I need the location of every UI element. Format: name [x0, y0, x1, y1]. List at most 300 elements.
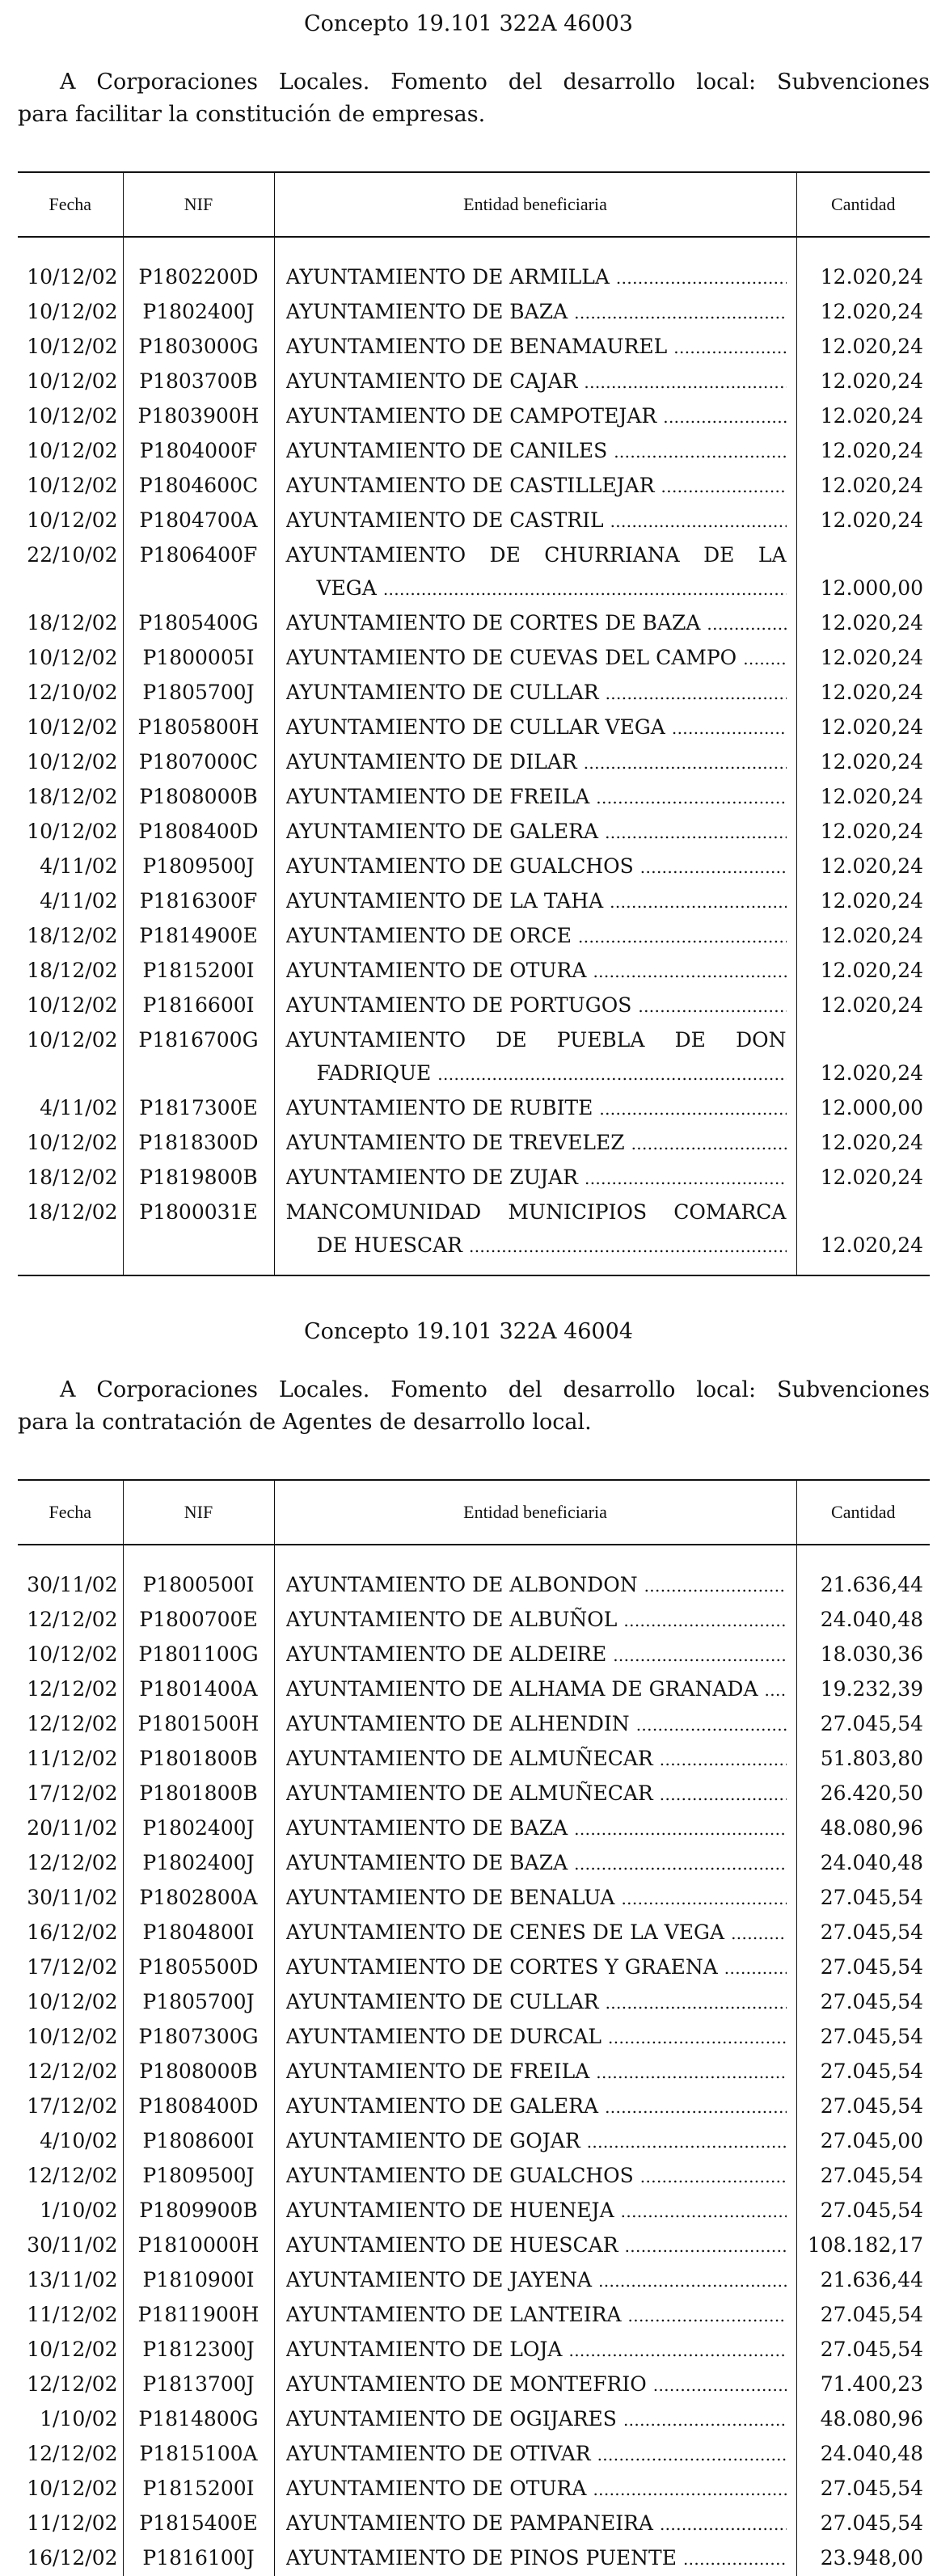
cell-entidad: [274, 2472, 796, 2506]
entity-name: AYUNTAMIENTO DE JAYENA: [285, 2268, 593, 2291]
table-row: [18, 2333, 930, 2367]
amount-spacer: [797, 1195, 924, 1229]
cell-nif: P1814800G: [123, 2402, 274, 2437]
entity-line: [286, 815, 787, 850]
cell-fecha: 10/12/02: [27, 1131, 118, 1154]
cell-nif: P1802400J: [123, 1846, 274, 1881]
entity-line: [286, 954, 787, 989]
cell-entidad: [274, 1195, 796, 1275]
table-row: [18, 850, 930, 884]
table-row: [18, 780, 930, 815]
table-row: [18, 2472, 930, 2506]
entity-line: [286, 606, 787, 641]
dot-leader: [585, 1161, 787, 1195]
cell-entidad: [274, 295, 796, 330]
cell-cantidad: 12.020,24: [796, 260, 930, 295]
cell-fecha: 10/12/02: [27, 1990, 118, 2013]
table-row: [18, 1568, 930, 1603]
table-row: [18, 2437, 930, 2472]
cell-cantidad: 12.020,24: [796, 641, 930, 676]
cell-entidad: [274, 2333, 796, 2367]
dot-leader: [660, 1742, 787, 1777]
cell-nif: P1810900I: [123, 2263, 274, 2298]
cell-entidad: [274, 1638, 796, 1672]
entity-line: [286, 2402, 787, 2437]
cell-entidad: [274, 1023, 796, 1091]
table-row: [18, 2367, 930, 2402]
spacer-cell: [123, 237, 274, 260]
entity-line: [286, 780, 787, 815]
cell-nif: P1803700B: [123, 365, 274, 399]
cell-fecha: 17/12/02: [27, 1955, 118, 1979]
dot-leader: [623, 2402, 787, 2437]
dot-leader: [638, 989, 786, 1023]
entity-name: AYUNTAMIENTO DE BAZA: [285, 1816, 568, 1840]
cell-nif: P1817300E: [123, 1091, 274, 1126]
cell-nif: P1809900B: [123, 2194, 274, 2228]
entity-name: AYUNTAMIENTO DE CAJAR: [285, 369, 578, 393]
cell-cantidad: 48.080,96: [796, 2402, 930, 2437]
cell-entidad: [274, 434, 796, 469]
entity-line: [286, 2124, 787, 2159]
cell-nif: P1815100A: [123, 2437, 274, 2472]
cell-entidad: [274, 745, 796, 780]
cell-cantidad: 27.045,54: [796, 2055, 930, 2089]
cell-entidad: [274, 260, 796, 295]
entity-name: AYUNTAMIENTO DE ALHENDIN: [285, 1712, 630, 1735]
dot-leader: [584, 365, 786, 399]
entity-line: [286, 1672, 787, 1707]
entity-name: AYUNTAMIENTO DE PINOS PUENTE: [285, 2546, 677, 2570]
entity-name: AYUNTAMIENTO DE CORTES DE BAZA: [285, 611, 701, 635]
cell-entidad: [274, 1811, 796, 1846]
entity-name: AYUNTAMIENTO DE BENAMAUREL: [285, 335, 668, 358]
cell-cantidad: 27.045,54: [796, 2506, 930, 2541]
entity-name: AYUNTAMIENTO DE PORTUGOS: [285, 993, 632, 1017]
cell-cantidad: 12.020,24: [796, 745, 930, 780]
dot-leader: [707, 606, 786, 641]
beneficiaries-table-1: [18, 171, 930, 1276]
cell-cantidad: 12.000,00: [796, 1091, 930, 1126]
cell-entidad: [274, 2194, 796, 2228]
cell-nif: P1816100J: [123, 2541, 274, 2576]
cell-nif: P1813700J: [123, 2367, 274, 2402]
table-row: [18, 1023, 930, 1091]
dot-leader: [743, 641, 786, 676]
entity-name: AYUNTAMIENTO DE CULLAR VEGA: [285, 715, 665, 739]
entity-line: [286, 295, 787, 330]
cell-entidad: [274, 1091, 796, 1126]
entity-name: AYUNTAMIENTO DE OGIJARES: [285, 2407, 617, 2431]
dot-leader: [596, 2055, 786, 2089]
dot-leader: [574, 1811, 786, 1846]
entity-line: [286, 2298, 787, 2333]
cell-entidad: [274, 2089, 796, 2124]
concept-heading-2: Concepto 19.101 322A 46004: [304, 1319, 633, 1344]
cell-fecha: 12/12/02: [27, 2442, 118, 2465]
cell-nif: P1819800B: [123, 1161, 274, 1195]
cell-nif: P1802200D: [123, 260, 274, 295]
cell-nif: P1815200I: [123, 2472, 274, 2506]
header-nif: NIF: [123, 1480, 274, 1545]
cell-entidad: [274, 1985, 796, 2020]
entity-name: AYUNTAMIENTO DE CUEVAS DEL CAMPO: [285, 646, 737, 669]
table-row: [18, 815, 930, 850]
entity-name: AYUNTAMIENTO DE ALHAMA DE GRANADA: [285, 1677, 758, 1701]
spacer-cell: [274, 237, 796, 260]
cell-fecha: 10/12/02: [27, 2477, 118, 2500]
dot-leader: [623, 1603, 786, 1638]
cell-cantidad: 12.020,24: [796, 399, 930, 434]
cell-nif: P1816700G: [123, 1023, 274, 1091]
cell-cantidad: 12.020,24: [796, 919, 930, 954]
cell-cantidad: 23.948,00: [796, 2541, 930, 2576]
cell-fecha: 4/11/02: [40, 889, 118, 913]
cell-fecha: 12/12/02: [27, 1712, 118, 1735]
dot-leader: [469, 1229, 787, 1263]
entity-name: AYUNTAMIENTO DE CORTES Y GRAENA: [285, 1955, 718, 1979]
cell-entidad: [274, 2541, 796, 2576]
cell-nif: P1805400G: [123, 606, 274, 641]
cell-cantidad: 12.020,24: [796, 884, 930, 919]
cell-fecha: 10/12/02: [27, 2025, 118, 2048]
cell-entidad: [274, 884, 796, 919]
cell-fecha: 12/12/02: [27, 1677, 118, 1701]
cell-cantidad: 71.400,23: [796, 2367, 930, 2402]
entity-line: [286, 2437, 787, 2472]
cell-nif: P1810000H: [123, 2228, 274, 2263]
spacer-cell: [18, 1545, 123, 1568]
cell-fecha: 16/12/02: [27, 2546, 118, 2570]
cell-fecha: 4/10/02: [40, 2129, 118, 2152]
entity-line: [286, 2228, 787, 2263]
entity-name: AYUNTAMIENTO DE ZUJAR: [285, 1166, 578, 1189]
entity-line: [286, 1126, 787, 1161]
cell-cantidad: 27.045,54: [796, 2194, 930, 2228]
dot-leader: [636, 1707, 787, 1742]
cell-fecha: 16/12/02: [27, 1920, 118, 1944]
cell-cantidad: 21.636,44: [796, 1568, 930, 1603]
entity-name: AYUNTAMIENTO DE LOJA: [285, 2338, 563, 2361]
cell-fecha: 1/10/02: [40, 2407, 118, 2431]
cell-nif: P1809500J: [123, 850, 274, 884]
cell-entidad: [274, 1568, 796, 1603]
table-row: [18, 1846, 930, 1881]
cell-nif: P1808400D: [123, 815, 274, 850]
cell-cantidad: 27.045,54: [796, 1707, 930, 1742]
entity-name: AYUNTAMIENTO DE CULLAR: [285, 1990, 599, 2013]
cell-fecha: 4/11/02: [40, 1096, 118, 1119]
amount: 12.020,24: [820, 1233, 923, 1257]
dot-leader: [578, 919, 786, 954]
cell-cantidad: 24.040,48: [796, 2437, 930, 2472]
dot-leader: [614, 434, 786, 469]
cell-cantidad: 12.020,24: [796, 989, 930, 1023]
cell-entidad: [274, 1672, 796, 1707]
cell-fecha: 12/12/02: [27, 2060, 118, 2083]
dot-leader: [660, 1777, 787, 1811]
cell-cantidad: 12.020,24: [796, 504, 930, 538]
entity-line: [286, 1638, 787, 1672]
entity-line: [286, 2506, 787, 2541]
cell-cantidad: 21.636,44: [796, 2263, 930, 2298]
entity-name: AYUNTAMIENTO DE ARMILLA: [285, 265, 610, 289]
dot-leader: [661, 469, 787, 504]
dot-leader: [621, 1881, 786, 1916]
cell-nif: P1809500J: [123, 2159, 274, 2194]
entity-line: [286, 1742, 787, 1777]
cell-entidad: [274, 919, 796, 954]
cell-cantidad: 27.045,54: [796, 1950, 930, 1985]
entity-name: AYUNTAMIENTO DE OTIVAR: [285, 2442, 591, 2465]
cell-nif: P1803900H: [123, 399, 274, 434]
cell-nif: P1800005I: [123, 641, 274, 676]
cell-nif: P1806400F: [123, 538, 274, 606]
entity-line: [286, 641, 787, 676]
cell-cantidad: 48.080,96: [796, 1811, 930, 1846]
table-row: [18, 295, 930, 330]
table-row: [18, 260, 930, 295]
cell-fecha: 13/11/02: [27, 2268, 118, 2291]
table-row: [18, 989, 930, 1023]
dot-leader: [598, 2263, 786, 2298]
table-row: [18, 884, 930, 919]
table-row: [18, 2055, 930, 2089]
cell-nif: P1808000B: [123, 780, 274, 815]
entity-name: AYUNTAMIENTO DE ALBONDON: [285, 1573, 638, 1596]
dot-leader: [574, 1846, 786, 1881]
cell-nif: P1807000C: [123, 745, 274, 780]
table-row: [18, 504, 930, 538]
cell-cantidad: 27.045,54: [796, 1881, 930, 1916]
entity-name: AYUNTAMIENTO DE PAMPANEIRA: [285, 2511, 653, 2535]
cell-entidad: [274, 2263, 796, 2298]
amount: 12.020,24: [820, 1061, 923, 1085]
entity-line: [286, 1056, 787, 1091]
entity-line: [286, 504, 787, 538]
cell-entidad: [274, 2159, 796, 2194]
entity-line: [286, 1846, 787, 1881]
cell-cantidad: 27.045,54: [796, 2089, 930, 2124]
cell-entidad: [274, 850, 796, 884]
cell-fecha: 10/12/02: [27, 404, 118, 428]
dot-leader: [625, 2228, 787, 2263]
cell-nif: P1805800H: [123, 710, 274, 745]
header-entidad: Entidad beneficiaria: [274, 172, 796, 237]
entity-line: [286, 2472, 787, 2506]
dot-leader: [605, 815, 786, 850]
table-row: [18, 2159, 930, 2194]
dot-leader: [613, 1638, 786, 1672]
cell-cantidad: 24.040,48: [796, 1846, 930, 1881]
dot-leader: [616, 260, 787, 295]
table-row: [18, 1195, 930, 1275]
entity-name: AYUNTAMIENTO DE ORCE: [285, 924, 572, 947]
cell-cantidad: 18.030,36: [796, 1638, 930, 1672]
table-row: [18, 330, 930, 365]
cell-cantidad: [796, 1023, 930, 1091]
dot-leader: [608, 2020, 786, 2055]
entity-line: [286, 1707, 787, 1742]
cell-nif: P1801400A: [123, 1672, 274, 1707]
entity-line: [286, 2159, 787, 2194]
entity-name: AYUNTAMIENTO DE DURCAL: [285, 2025, 602, 2048]
cell-fecha: 10/12/02: [27, 335, 118, 358]
cell-entidad: [274, 1603, 796, 1638]
cell-cantidad: 51.803,80: [796, 1742, 930, 1777]
header-fecha: Fecha: [18, 172, 123, 237]
entity-line: [286, 1091, 787, 1126]
entity-line: [286, 745, 787, 780]
entity-line: [286, 1811, 787, 1846]
cell-nif: P1804700A: [123, 504, 274, 538]
dot-leader: [610, 504, 787, 538]
dot-leader: [628, 2298, 787, 2333]
entity-line: [286, 1229, 787, 1263]
cell-entidad: [274, 641, 796, 676]
cell-entidad: [274, 2020, 796, 2055]
cell-entidad: [274, 538, 796, 606]
cell-nif: P1802800A: [123, 1881, 274, 1916]
cell-fecha: 11/12/02: [27, 2303, 118, 2326]
entity-name: AYUNTAMIENTO DE FREILA: [285, 2060, 590, 2083]
cell-cantidad: 27.045,54: [796, 2020, 930, 2055]
description-line: A Corporaciones Locales. Fomento del desarrollo local: Subvenciones: [60, 70, 930, 95]
table-row: [18, 2298, 930, 2333]
table-row: [18, 710, 930, 745]
table-row: [18, 954, 930, 989]
cell-entidad: [274, 2228, 796, 2263]
cell-entidad: [274, 469, 796, 504]
cell-entidad: [274, 954, 796, 989]
entity-line: [286, 884, 787, 919]
dot-leader: [621, 2194, 787, 2228]
cell-cantidad: 12.020,24: [796, 676, 930, 710]
table-row: [18, 399, 930, 434]
description-line: para facilitar la constitución de empresas.: [18, 102, 486, 127]
table-row: [18, 434, 930, 469]
cell-fecha: 20/11/02: [27, 1816, 118, 1840]
cell-fecha: 11/12/02: [27, 2511, 118, 2535]
entity-line: [286, 2541, 787, 2576]
entity-line: [286, 1568, 787, 1603]
cell-entidad: [274, 1881, 796, 1916]
cell-fecha: 18/12/02: [27, 1166, 118, 1189]
cell-nif: P1801800B: [123, 1777, 274, 1811]
cell-nif: P1805700J: [123, 676, 274, 710]
table-row: [18, 676, 930, 710]
table-row: [18, 2541, 930, 2576]
cell-fecha: 10/12/02: [27, 508, 118, 532]
cell-entidad: [274, 2367, 796, 2402]
cell-entidad: [274, 2055, 796, 2089]
cell-fecha: 30/11/02: [27, 1573, 118, 1596]
cell-entidad: [274, 2402, 796, 2437]
cell-entidad: [274, 1161, 796, 1195]
entity-line: [286, 571, 787, 606]
cell-entidad: [274, 1777, 796, 1811]
cell-cantidad: 12.020,24: [796, 330, 930, 365]
header-nif: NIF: [123, 172, 274, 237]
table-row: [18, 1672, 930, 1707]
cell-fecha: 12/10/02: [27, 681, 118, 704]
cell-nif: P1814900E: [123, 919, 274, 954]
dot-leader: [596, 780, 786, 815]
cell-fecha: 11/12/02: [27, 1747, 118, 1770]
header-cantidad: Cantidad: [796, 172, 930, 237]
cell-cantidad: 27.045,54: [796, 2159, 930, 2194]
dot-leader: [731, 1916, 786, 1950]
cell-cantidad: 12.020,24: [796, 469, 930, 504]
cell-entidad: [274, 710, 796, 745]
table-row: [18, 469, 930, 504]
dot-leader: [640, 2159, 787, 2194]
cell-entidad: [274, 1846, 796, 1881]
cell-nif: P1804000F: [123, 434, 274, 469]
cell-fecha: 10/12/02: [27, 1642, 118, 1666]
cell-fecha: 18/12/02: [27, 924, 118, 947]
cell-cantidad: 19.232,39: [796, 1672, 930, 1707]
dot-leader: [765, 1672, 787, 1707]
entity-name: AYUNTAMIENTO DE CULLAR: [285, 681, 599, 704]
table-row: [18, 1985, 930, 2020]
table-row: [18, 1603, 930, 1638]
cell-cantidad: 12.020,24: [796, 1126, 930, 1161]
cell-entidad: [274, 1742, 796, 1777]
dot-leader: [605, 2089, 786, 2124]
table-body: [18, 1545, 930, 2576]
cell-entidad: [274, 1126, 796, 1161]
dot-leader: [587, 2124, 787, 2159]
entity-name: AYUNTAMIENTO DE MONTEFRIO: [285, 2372, 647, 2396]
entity-name: AYUNTAMIENTO DE CAMPOTEJAR: [285, 404, 657, 428]
entity-name: MANCOMUNIDAD MUNICIPIOS COMARCA: [285, 1200, 787, 1224]
dot-leader: [599, 1091, 786, 1126]
dot-leader: [660, 2506, 787, 2541]
entity-line: [286, 2367, 787, 2402]
cell-fecha: 10/12/02: [27, 369, 118, 393]
header-entidad: Entidad beneficiaria: [274, 1480, 796, 1545]
entity-name: AYUNTAMIENTO DE HUESCAR: [285, 2233, 618, 2257]
dot-leader: [584, 745, 787, 780]
entity-name: AYUNTAMIENTO DE ALMUÑECAR: [285, 1747, 653, 1770]
cell-fecha: 30/11/02: [27, 2233, 118, 2257]
cell-fecha: 10/12/02: [27, 474, 118, 497]
cell-nif: P1808600I: [123, 2124, 274, 2159]
cell-cantidad: 12.020,24: [796, 710, 930, 745]
cell-fecha: 10/12/02: [27, 1028, 118, 1052]
cell-fecha: 4/11/02: [40, 854, 118, 878]
cell-cantidad: 27.045,54: [796, 1916, 930, 1950]
cell-fecha: 17/12/02: [27, 2094, 118, 2118]
entity-line: [286, 1950, 787, 1985]
cell-fecha: 10/12/02: [27, 715, 118, 739]
entity-line: [286, 330, 787, 365]
cell-entidad: [274, 780, 796, 815]
entity-line: [286, 2333, 787, 2367]
dot-leader: [640, 850, 787, 884]
cell-fecha: 12/12/02: [27, 2372, 118, 2396]
cell-cantidad: 12.020,24: [796, 434, 930, 469]
entity-name: AYUNTAMIENTO DE DILAR: [285, 750, 577, 774]
dot-leader: [631, 1126, 787, 1161]
cell-nif: P1815400E: [123, 2506, 274, 2541]
cell-nif: P1808000B: [123, 2055, 274, 2089]
entity-line: [286, 2020, 787, 2055]
table-row: [18, 2124, 930, 2159]
cell-fecha: 10/12/02: [27, 646, 118, 669]
cell-entidad: [274, 365, 796, 399]
